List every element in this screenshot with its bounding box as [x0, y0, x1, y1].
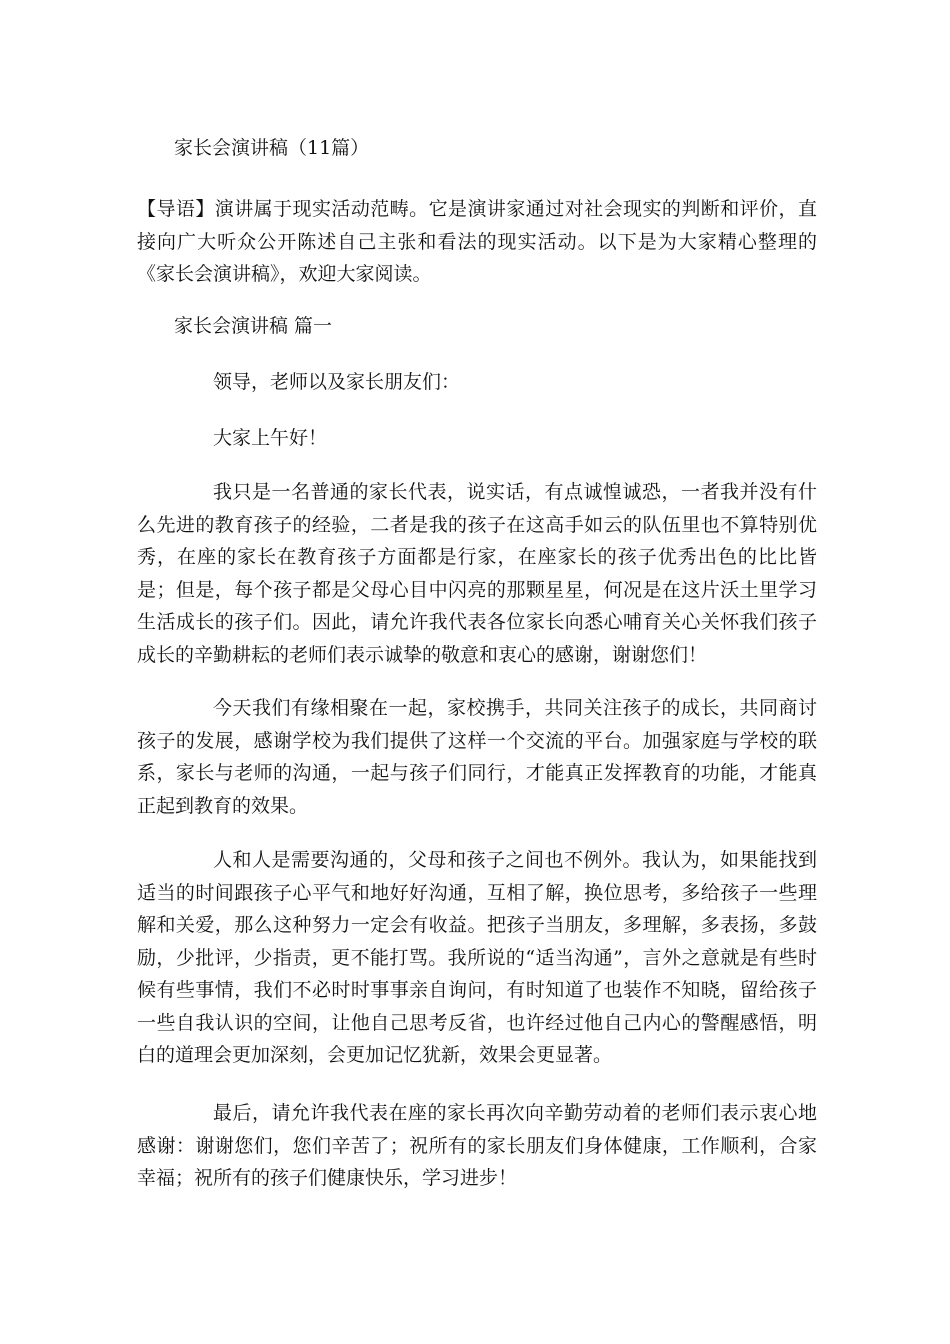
intro-text: 演讲属于现实活动范畴。它是演讲家通过对社会现实的判断和评价，直接向广大听众公开陈述自己主张和看法的现实活动。以下是为大家精心整理的《家长会演讲稿》，欢迎大家阅读。	[137, 198, 817, 285]
body-paragraph-4: 最后，请允许我代表在座的家长再次向辛勤劳动着的老师们表示衷心地感谢：谢谢您们，您们辛苦了；祝所有的家长朋友们身体健康，工作顺利，合家幸福；祝所有的孩子们健康快乐，学习进步！	[137, 1102, 817, 1189]
body-paragraph-2: 今天我们有缘相聚在一起，家校携手，共同关注孩子的成长，共同商讨孩子的发展，感谢学校为我们提供了这样一个交流的平台。加强家庭与学校的联系，家长与老师的沟通，一起与孩子们同行，才能真正发挥教育的功能，才能真正起到教育的效果。	[137, 697, 817, 817]
intro-lead: 【导语】	[137, 198, 215, 220]
document-title: 家长会演讲稿（11篇）	[174, 137, 370, 159]
greeting: 大家上午好！	[213, 427, 328, 449]
body-paragraph-1: 我只是一名普通的家长代表，说实话，有点诚惶诚恐，一者我并没有什么先进的教育孩子的经验，二者是我的孩子在这高手如云的队伍里也不算特别优秀，在座的家长在教育孩子方面都是行家，在座家长的孩子优秀出色的比比皆是；但是，每个孩子都是父母心目中闪亮的那颗星星，何况是在这片沃土里学习生活成长的孩子们。因此，请允许我代表各位家长向悉心哺育关心关怀我们孩子成长的辛勤耕耘的老师们表示诚挚的敬意和衷心的感谢，谢谢您们！	[137, 481, 817, 666]
section-heading: 家长会演讲稿 篇一	[174, 315, 333, 337]
body-paragraph-3: 人和人是需要沟通的，父母和孩子之间也不例外。我认为，如果能找到适当的时间跟孩子心平气和地好好沟通，互相了解，换位思考，多给孩子一些理解和关爱，那么这种努力一定会有收益。把孩子当朋友，多理解，多表扬，多鼓励，少批评，少指责，更不能打骂。我所说的“适当沟通”，言外之意就是有些时候有些事情，我们不必时时事事亲自询问，有时知道了也装作不知晓，留给孩子一些自我认识的空间，让他自己思考反省，也许经过他自己内心的警醒感悟，明白的道理会更加深刻，会更加记忆犹新，效果会更显著。	[137, 849, 817, 1066]
intro-paragraph	[137, 193, 817, 291]
salutation: 领导，老师以及家长朋友们：	[213, 371, 461, 393]
